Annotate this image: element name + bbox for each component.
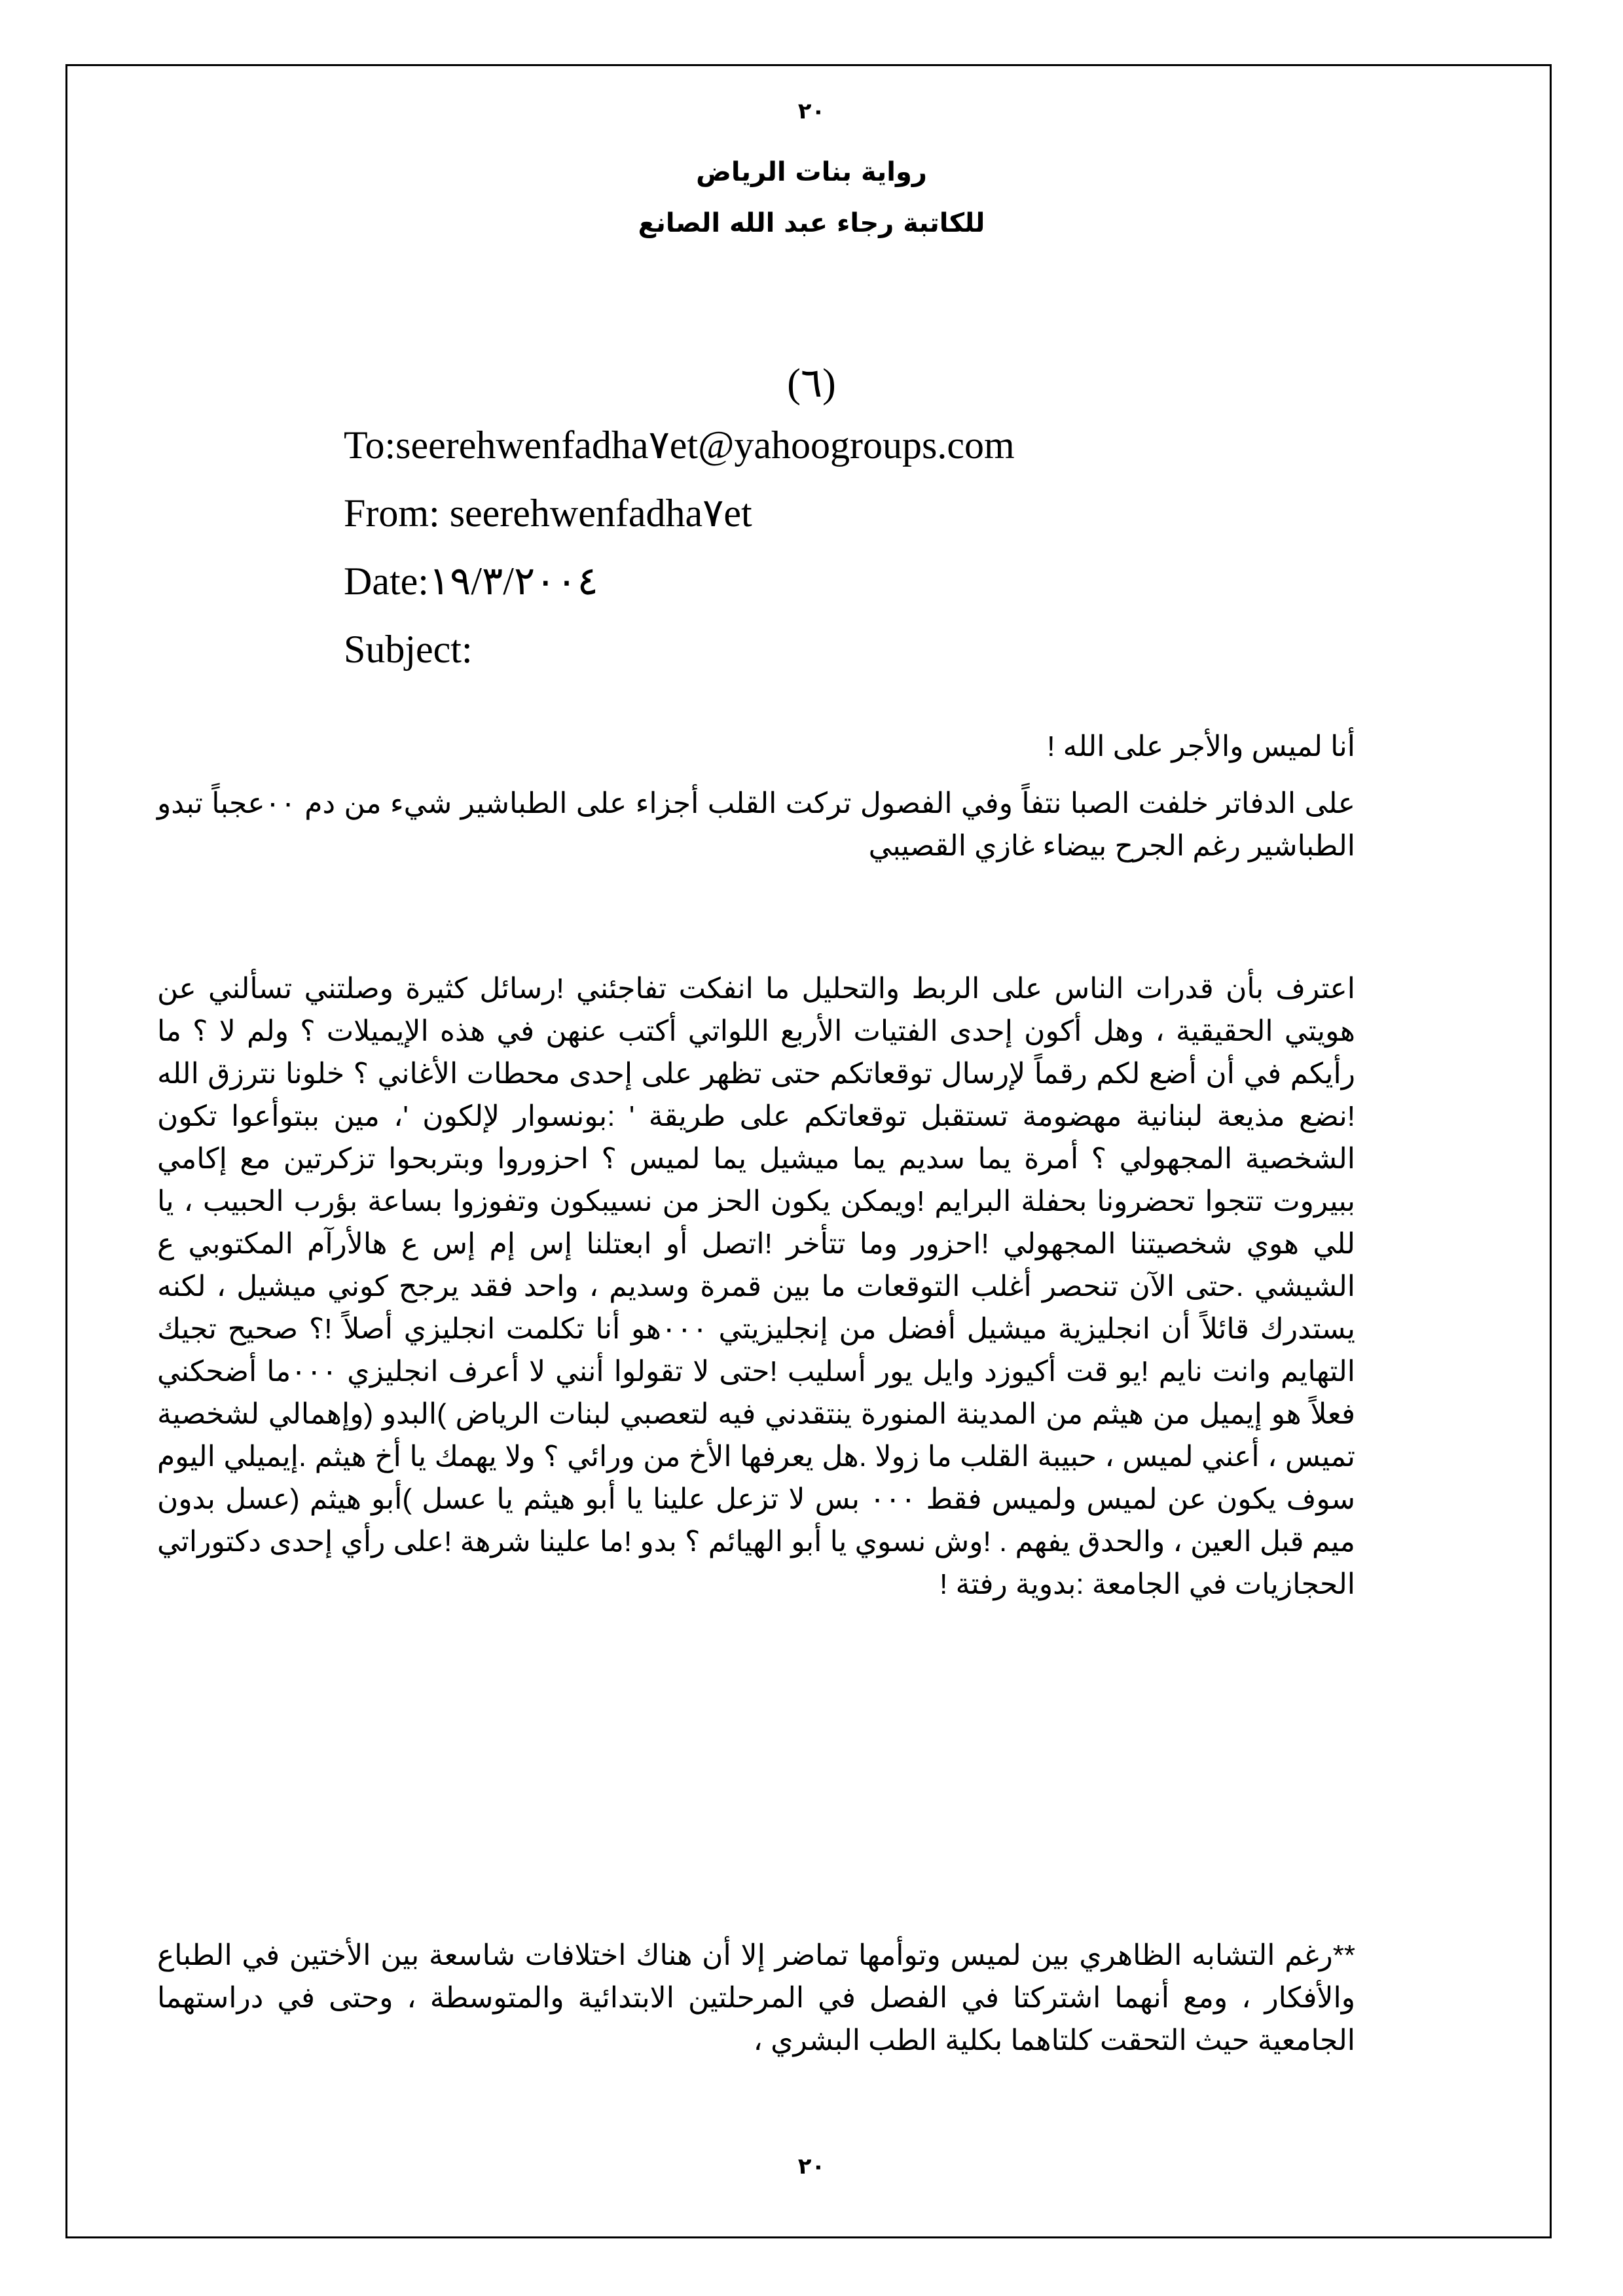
intro-block xyxy=(157,725,1355,867)
chapter-number: (٦) xyxy=(787,361,836,406)
email-from: From: seerehwenfadha٧et xyxy=(344,492,752,535)
poem-quote: على الدفاتر خلفت الصبا نتفاً وفي الفصول تركت القلب أجزاء على الطباشير شيء من دم ٠٠عجباً تبدو الطباشير رغم الجرح بيضاء غازي القصيبي xyxy=(157,787,1355,862)
main-paragraph: اعترف بأن قدرات الناس على الربط والتحليل ما انفكت تفاجئني !رسائل كثيرة وصلتني تسألني عن هويتي الحقيقية ، وهل أكون إحدى الفتيات الأربع اللواتي أكتب عنهن في هذه الإيميلات ؟ ولم لا ؟ ما رأيكم في أن أضع لكم رقماً لإرسال توقعاتكم حتى تظهر على إحدى محطات الأغاني ؟ خلونا نترزق الله !نضع مذيعة لبنانية مهضومة تستقبل توقعاتكم على طريقة ' :بونسوار لإلكون '، مين ببتوأعوا تكون الشخصية المجهولي ؟ أمرة يما سديم يما ميشيل يما لميس ؟ احزوروا وبتربحوا تزكرتين مع إكامي ببيروت تتجوا تحضرونا بحفلة البرايم !ويمكن يكون الحز من نسيبكون وتفوزوا بساعة بؤرب الحبيب ، يا للي هوي شخصيتنا المجهولي !احزور وما تتأخر !اتصل أو ابعتلنا إس إم إس ع هالأرآم المكتوبي ع الشيشي .حتى الآن تنحصر أغلب التوقعات ما بين قمرة وسديم ، واحد فقد يرجح كوني ميشيل ، لكنه يستدرك قائلاً أن انجليزية ميشيل أفضل من إنجليزيتي ٠٠٠هو أنا تكلمت انجليزي أصلاً !؟ صحيح تجيك التهايم وانت نايم !يو قت أكيوزد وايل يور أسليب !حتى لا تقولوا أنني لا أعرف انجليزي ٠٠٠ما أضحكني فعلاً هو إيميل من هيثم من المدينة المنورة ينتقدني فيه لتعصبي لبنات الرياض )البدو (وإهمالي لشخصية تميس ، أعني لميس ، حبيبة القلب ما زولا .هل يعرفها الأخ من ورائي ؟ ولا يهمك يا أخ هيثم .إيميلي اليوم سوف يكون عن لميس ولميس فقط ٠٠٠ بس لا تزعل علينا يا أبو هيثم يا عسل )أبو هيثم (عسل بدون ميم قبل العين ، والحدق يفهم . !وش نسوي يا أبو الهيائم ؟ بدو !ما علينا شرهة !على رأي إحدى دكتوراتي الحجازيات في الجامعة :بدوية رفتة ! xyxy=(157,973,1356,1600)
email-to: To:seerehwenfadha٧et@yahoogroups.com xyxy=(344,423,1015,467)
main-paragraph-block xyxy=(157,967,1355,1605)
page-number-top: ٢٠ xyxy=(797,98,826,124)
page-number-bottom: ٢٠ xyxy=(797,2153,826,2179)
email-subject: Subject: xyxy=(344,628,473,671)
email-date: Date:١٩/٣/٢٠٠٤ xyxy=(344,560,598,603)
novel-title: رواية بنات الرياض xyxy=(696,157,927,187)
last-paragraph-block xyxy=(157,1934,1355,2062)
last-paragraph: **رغم التشابه الظاهري بين لميس وتوأمها تماضر إلا أن هناك اختلافات شاسعة بين الأختين في الطباع والأفكار ، ومع أنهما اشتركتا في الفصل في المرحلتين الابتدائية والمتوسطة ، وحتى في دراستهما الجامعية حيث التحقت كلتاهما بكلية الطب البشري ، xyxy=(157,1939,1355,2056)
greeting-line: أنا لميس والأجر على الله ! xyxy=(1047,730,1355,762)
email-header xyxy=(344,411,1015,683)
author-line: للكاتبة رجاء عبد الله الصانع xyxy=(638,208,985,238)
